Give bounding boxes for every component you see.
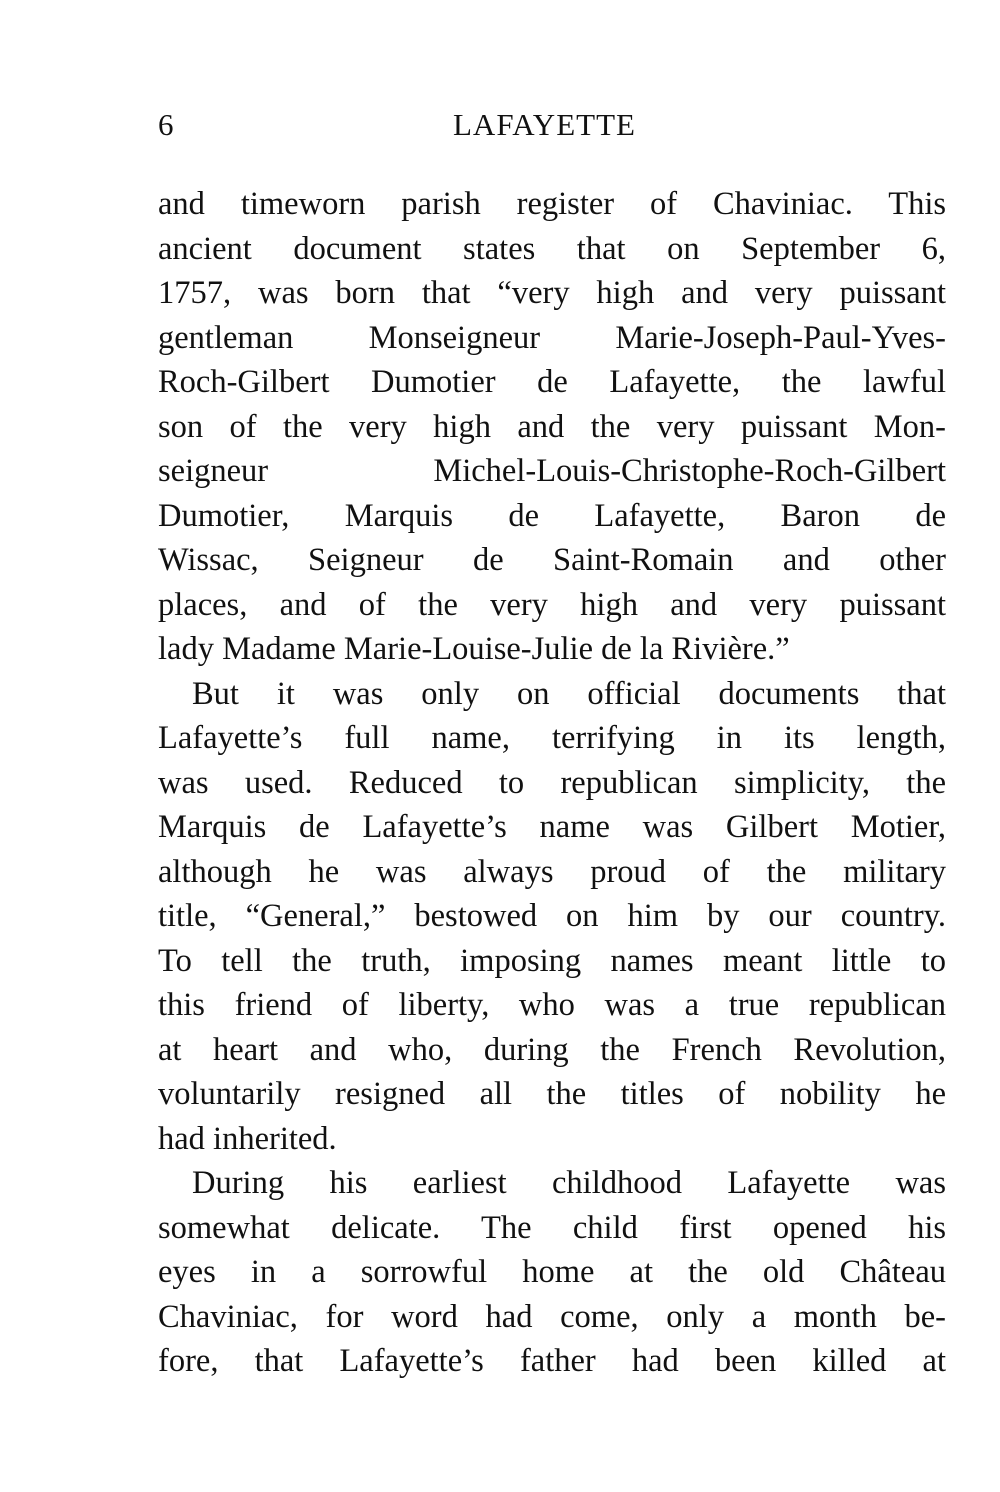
text-line: fore, that Lafayette’s father had been killed at [158, 1343, 946, 1379]
text-line: and timeworn parish register of Chaviniac. This [158, 186, 946, 222]
text-line: seigneur Michel-Louis-Christophe-Roch-Gilbert [158, 453, 946, 489]
text-line: places, and of the very high and very puissant [158, 586, 946, 623]
text-line: although he was always proud of the military [158, 853, 946, 890]
text-line: Roch-Gilbert Dumotier de Lafayette, the lawful [158, 364, 946, 400]
text-line: Wissac, Seigneur de Saint-Romain and other [158, 542, 946, 578]
text-line: son of the very high and the very puissant Mon- [158, 408, 946, 445]
paragraph-start-line: But it was only on official documents that [192, 675, 946, 712]
text-line: gentleman Monseigneur Marie-Joseph-Paul-Yves- [158, 319, 946, 356]
text-line: voluntarily resigned all the titles of nobility he [158, 1076, 946, 1112]
text-line: ancient document states that on September 6, [158, 230, 946, 267]
text-line: title, “General,” bestowed on him by our country. [158, 898, 946, 934]
text-line: lady Madame Marie-Louise-Julie de la Rivière.” [158, 631, 790, 667]
text-line: Marquis de Lafayette’s name was Gilbert Motier, [158, 809, 946, 845]
text-line: Chaviniac, for word had come, only a month be- [158, 1298, 946, 1335]
text-line: Lafayette’s full name, terrifying in its length, [158, 720, 946, 756]
text-line: To tell the truth, imposing names meant little to [158, 942, 946, 979]
text-line: somewhat delicate. The child first opened his [158, 1209, 946, 1246]
text-line: this friend of liberty, who was a true republican [158, 987, 946, 1023]
paragraph-start-line: During his earliest childhood Lafayette was [192, 1165, 946, 1201]
body-text [158, 182, 946, 1384]
text-line: Dumotier, Marquis de Lafayette, Baron de [158, 497, 946, 534]
running-title: LAFAYETTE [453, 107, 636, 142]
text-line: 1757, was born that “very high and very puissant [158, 275, 946, 311]
text-line: was used. Reduced to republican simplicity, the [158, 764, 946, 801]
text-line: had inherited. [158, 1120, 337, 1157]
book-page [158, 100, 946, 1384]
text-line: eyes in a sorrowful home at the old Château [158, 1254, 946, 1290]
running-head [158, 100, 946, 150]
page-number: 6 [158, 107, 174, 142]
text-line: at heart and who, during the French Revolution, [158, 1031, 946, 1068]
